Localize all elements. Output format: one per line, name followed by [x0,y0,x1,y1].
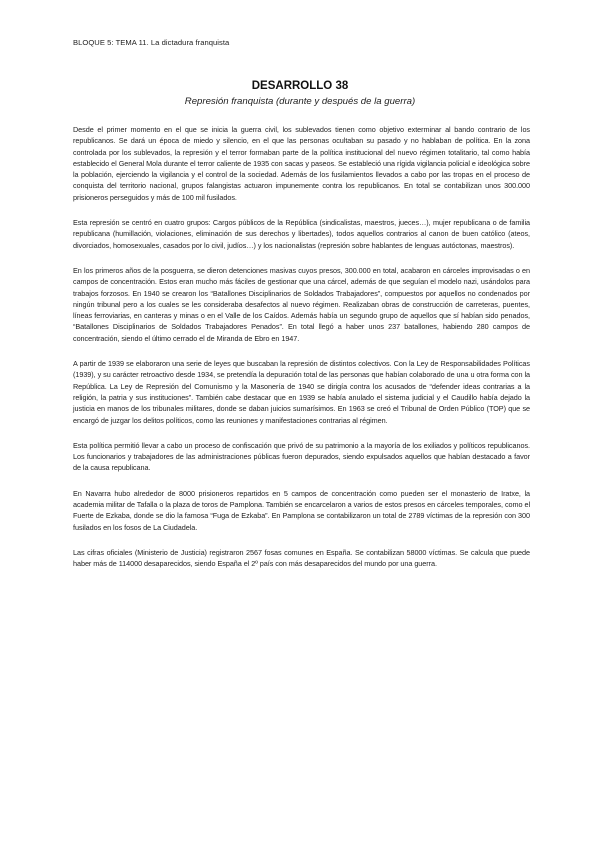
page-subtitle: Represión franquista (durante y después de la guerra) [184,96,416,107]
paragraph-navarra: En Navarra hubo alrededor de 8000 prisioneros repartidos en 5 campos de concentración como pueden ser el monasterio de Iratxe, la academia militar de Tafalla o la plaza de toros de Pamplona. También se encarcelaron a varios de estos presos en cárceles temporales, como el Fuerte de Ezkaba, donde se dio la famosa “Fuga de Ezkaba”. En Pamplona se contabilizaron un total de 2789 víctimas de la represión con 300 fusilados en los fosos de La Ciudadela. [73,488,530,532]
paragraph-postwar-camps: En los primeros años de la posguerra, se dieron detenciones masivas cuyos presos, 300.000 en total, acabaron en cárceles improvisadas o en campos de concentración. Estos eran mucho más fáciles de gestionar que una cárcel, además de que seguían el modelo nazi, usándolos para trabajos forzosos. En 1940 se crearon los “Batallones Disciplinarios de Soldados Trabajadores”, compuestos por aquellos no condenados por ningún tribunal pero a los cuales se les consideraba desafectos al nuevo régimen. Realizaban obras de construcción de carreteras, puentes, líneas ferroviarias, en canteras y minas o en el Valle de los Caídos. Además había un segundo grupo de aquellos que sí habían sido penados, “Batallones Disciplinarios de Soldados Trabajadores Penados”. En total llegó a haber unos 237 batallones, habiendo 280 campos de concentración, siendo el último cerrado el de Miranda de Ebro en 1947. [73,265,530,343]
paragraph-confiscation: Esta política permitió llevar a cabo un proceso de confiscación que privó de su patrimonio a la mayoría de los exiliados y políticos republicanos. Los funcionarios y trabajadores de las administraciones públicas fueron depurados, siendo expulsados aquellos que habían destacado a favor de la causa republicana. [73,440,530,473]
paragraph-repression-groups: Esta represión se centró en cuatro grupos: Cargos públicos de la República (sindicalistas, maestros, jueces…), mujer republicana o de familia republicana (humillación, violaciones, eliminación de sus derechos y libertades), todos aquellos contrarios al canon de buen católico (ateos, divorciados, homosexuales, casados por lo civil, judíos…) y los nacionalistas (represión sobre hablantes de lenguas autóctonas, maestros). [73,218,530,250]
running-header: BLOQUE 5: TEMA 11. La dictadura franquista [73,38,230,47]
page-title: DESARROLLO 38 [251,80,349,92]
document-body [73,124,530,584]
paragraph-repressive-laws: A partir de 1939 se elaboraron una serie de leyes que buscaban la represión de distintos colectivos. Con la Ley de Responsabilidades Políticas (1939), y su carácter retroactivo desde 1934, se pretendía la depuración total de las personas que habían colaborado de una u otra forma con la República. La Ley de Represión del Comunismo y la Masonería de 1940 se dirigía contra los acusados de “defender ideas contrarias a la religión, la patria y sus instituciones”. También cabe destacar que en 1939 se había anulado el sistema judicial y el Caudillo había dejado la justicia en manos de los tribunales militares, donde se daban juicios sumarísimos. En 1963 se creó el Tribunal de Orden Público (TOP) que se encargó de juzgar los delitos políticos, como las reuniones y manifestaciones contrarias al régimen. [73,359,530,425]
paragraph-official-figures: Las cifras oficiales (Ministerio de Justicia) registraron 2567 fosas comunes en España. Se contabilizan 58000 víctimas. Se calcula que puede haber más de 114000 desaparecidos, siendo España el 2º país con más desaparecidos del mundo por una guerra. [73,547,530,569]
paragraph-intro: Desde el primer momento en el que se inicia la guerra civil, los sublevados tienen como objetivo exterminar al bando contrario de los republicanos. Se dará un época de miedo y silencio, en el que las personas ocultaban su pasado y no hablaban de política. En la zona controlada por los sublevados, la represión y el terror formaban parte de la política institucional del nuevo régimen totalitario, tal como había establecido el General Mola durante el terror caliente de 1935 con sacas y paseos. Se estableció una rígida vigilancia policial e ideológica sobre la población, ejerciendo la vigilancia y el control de la sociedad. Además de los fusilamientos llevados a cabo por las tropas en el proceso de conquista del territorio nacional, grupos falangistas actuaron impunemente contra los republicanos. En total se contabilizan unos 300.000 prisioneros perseguidos y más de 100 mil fusilados. [73,125,530,202]
